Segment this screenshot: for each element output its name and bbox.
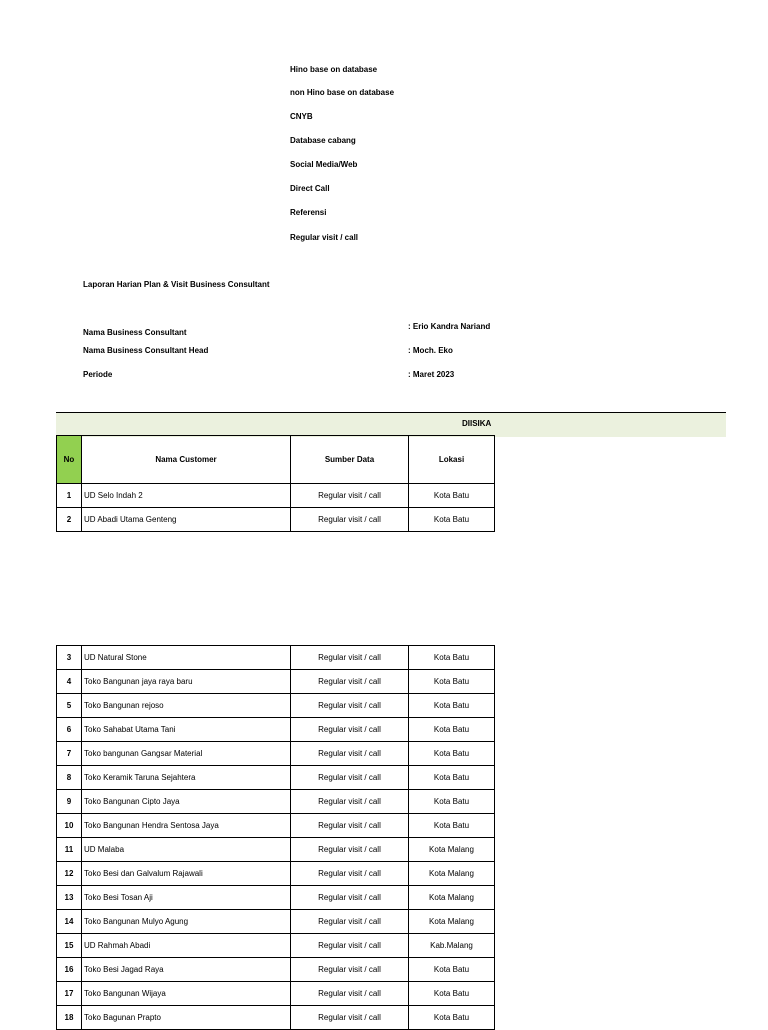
row-location: Kota Malang <box>409 838 495 862</box>
row-no: 12 <box>57 862 82 886</box>
table-row <box>57 508 495 532</box>
row-location: Kota Malang <box>409 886 495 910</box>
col-header-location: Lokasi <box>409 436 495 484</box>
row-location: Kota Batu <box>409 694 495 718</box>
col-header-customer: Nama Customer <box>82 436 291 484</box>
row-source: Regular visit / call <box>291 790 409 814</box>
row-customer: Toko Bangunan Wijaya <box>82 982 291 1006</box>
row-customer: Toko Keramik Taruna Sejahtera <box>82 766 291 790</box>
row-customer: Toko Besi Tosan Aji <box>82 886 291 910</box>
row-customer: UD Malaba <box>82 838 291 862</box>
row-no: 6 <box>57 718 82 742</box>
row-location: Kota Batu <box>409 484 495 508</box>
table-row <box>57 862 495 886</box>
table-row <box>57 958 495 982</box>
header-band-label: DIISIKA <box>462 419 492 428</box>
row-location: Kota Batu <box>409 766 495 790</box>
row-customer: Toko Bangunan rejoso <box>82 694 291 718</box>
customer-table-bottom <box>56 645 495 1030</box>
report-title: Laporan Harian Plan & Visit Business Consultant <box>83 280 270 289</box>
row-no: 9 <box>57 790 82 814</box>
row-location: Kota Batu <box>409 1006 495 1030</box>
row-location: Kota Batu <box>409 982 495 1006</box>
source-item: CNYB <box>290 112 313 121</box>
row-no: 5 <box>57 694 82 718</box>
source-item: Referensi <box>290 208 327 217</box>
period-label: Periode <box>83 370 113 379</box>
table-row <box>57 910 495 934</box>
row-no: 10 <box>57 814 82 838</box>
source-item: non Hino base on database <box>290 88 395 97</box>
source-item: Regular visit / call <box>290 233 359 242</box>
consultant-value: : Erio Kandra Nariand <box>408 322 491 331</box>
row-no: 18 <box>57 1006 82 1030</box>
table-row <box>57 742 495 766</box>
row-source: Regular visit / call <box>291 718 409 742</box>
row-customer: UD Natural Stone <box>82 646 291 670</box>
row-location: Kota Batu <box>409 814 495 838</box>
row-location: Kota Batu <box>409 742 495 766</box>
header-band <box>56 412 726 437</box>
row-source: Regular visit / call <box>291 958 409 982</box>
row-source: Regular visit / call <box>291 508 409 532</box>
row-source: Regular visit / call <box>291 766 409 790</box>
row-location: Kota Malang <box>409 910 495 934</box>
row-source: Regular visit / call <box>291 838 409 862</box>
table-row <box>57 838 495 862</box>
table-row <box>57 694 495 718</box>
row-no: 7 <box>57 742 82 766</box>
col-header-source: Sumber Data <box>291 436 409 484</box>
row-customer: UD Rahmah Abadi <box>82 934 291 958</box>
period-value: : Maret 2023 <box>408 370 455 379</box>
table-row <box>57 886 495 910</box>
row-source: Regular visit / call <box>291 694 409 718</box>
row-location: Kota Batu <box>409 790 495 814</box>
row-source: Regular visit / call <box>291 886 409 910</box>
table-row <box>57 1006 495 1030</box>
row-source: Regular visit / call <box>291 814 409 838</box>
table-row <box>57 484 495 508</box>
row-source: Regular visit / call <box>291 910 409 934</box>
table-row <box>57 670 495 694</box>
row-source: Regular visit / call <box>291 670 409 694</box>
table-row <box>57 790 495 814</box>
row-location: Kota Batu <box>409 958 495 982</box>
row-customer: Toko Bagunan Prapto <box>82 1006 291 1030</box>
row-source: Regular visit / call <box>291 646 409 670</box>
row-customer: Toko bangunan Gangsar Material <box>82 742 291 766</box>
customer-table-top <box>56 435 495 532</box>
table-row <box>57 982 495 1006</box>
row-customer: Toko Besi dan Galvalum Rajawali <box>82 862 291 886</box>
row-source: Regular visit / call <box>291 862 409 886</box>
source-item: Direct Call <box>290 184 330 193</box>
row-location: Kota Malang <box>409 862 495 886</box>
row-no: 1 <box>57 484 82 508</box>
table-row <box>57 718 495 742</box>
row-source: Regular visit / call <box>291 484 409 508</box>
row-location: Kota Batu <box>409 718 495 742</box>
row-no: 3 <box>57 646 82 670</box>
row-customer: Toko Sahabat Utama Tani <box>82 718 291 742</box>
row-source: Regular visit / call <box>291 742 409 766</box>
row-customer: Toko Bangunan Cipto Jaya <box>82 790 291 814</box>
row-no: 2 <box>57 508 82 532</box>
row-customer: Toko Bangunan Hendra Sentosa Jaya <box>82 814 291 838</box>
row-customer: Toko Bangunan Mulyo Agung <box>82 910 291 934</box>
table-row <box>57 646 495 670</box>
row-no: 13 <box>57 886 82 910</box>
source-item: Hino base on database <box>290 65 378 74</box>
row-no: 17 <box>57 982 82 1006</box>
source-item: Social Media/Web <box>290 160 358 169</box>
row-source: Regular visit / call <box>291 934 409 958</box>
row-no: 14 <box>57 910 82 934</box>
col-header-no: No <box>57 436 82 484</box>
table-row <box>57 814 495 838</box>
row-customer: Toko Besi Jagad Raya <box>82 958 291 982</box>
row-no: 16 <box>57 958 82 982</box>
source-item: Database cabang <box>290 136 356 145</box>
table-row <box>57 934 495 958</box>
row-source: Regular visit / call <box>291 1006 409 1030</box>
consultant-label: Nama Business Consultant <box>83 328 187 337</box>
row-customer: Toko Bangunan jaya raya baru <box>82 670 291 694</box>
row-no: 11 <box>57 838 82 862</box>
consultant-head-label: Nama Business Consultant Head <box>83 346 209 355</box>
row-customer: UD Abadi Utama Genteng <box>82 508 291 532</box>
row-location: Kota Batu <box>409 670 495 694</box>
row-source: Regular visit / call <box>291 982 409 1006</box>
row-location: Kab.Malang <box>409 934 495 958</box>
row-no: 8 <box>57 766 82 790</box>
row-location: Kota Batu <box>409 508 495 532</box>
row-no: 4 <box>57 670 82 694</box>
row-location: Kota Batu <box>409 646 495 670</box>
table-row <box>57 766 495 790</box>
consultant-head-value: : Moch. Eko <box>408 346 453 355</box>
row-no: 15 <box>57 934 82 958</box>
table-header-row <box>57 436 495 484</box>
row-customer: UD Selo Indah 2 <box>82 484 291 508</box>
